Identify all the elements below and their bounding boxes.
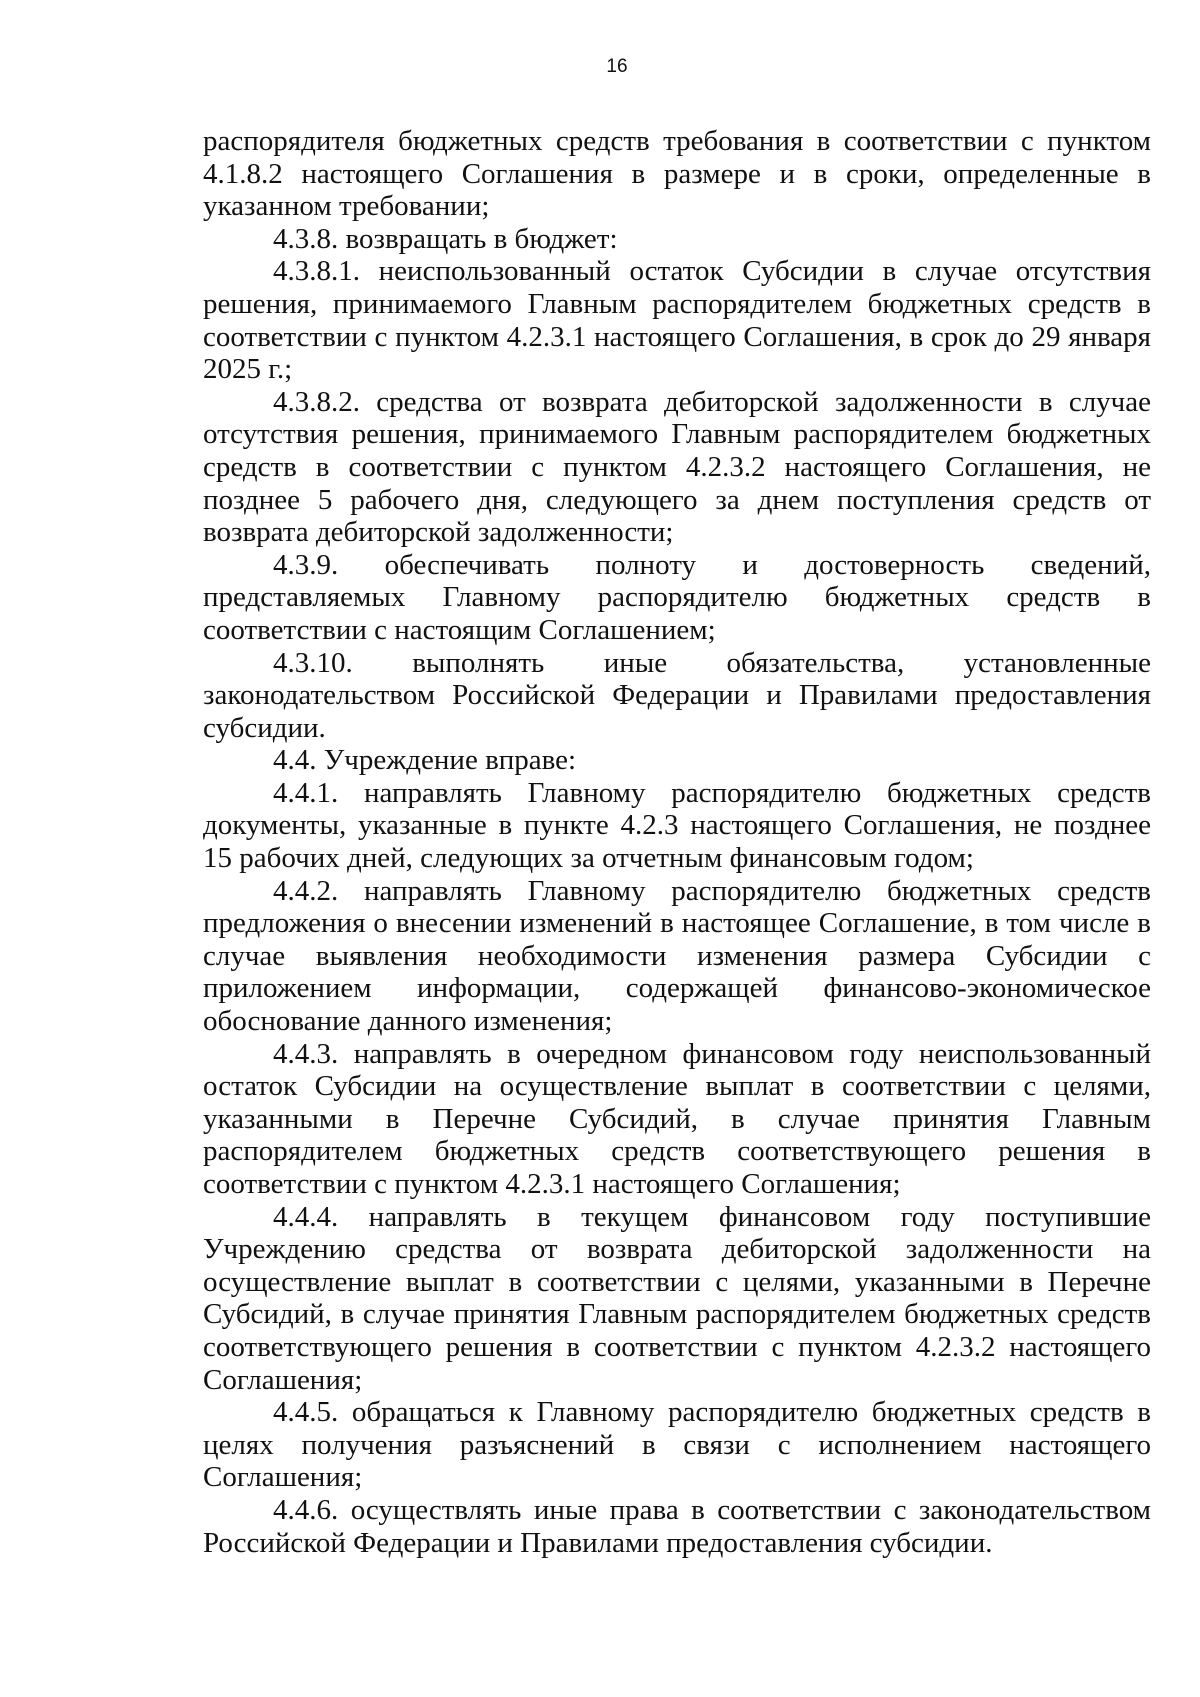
paragraph-continuation: распорядителя бюджетных средств требования в соответствии с пунктом 4.1.8.2 настоящего Соглашения в размере и в сроки, определенные в указанном требовании; — [203, 125, 1151, 223]
paragraph-4-3-9: 4.3.9. обеспечивать полноту и достоверность сведений, представляемых Главному распорядителю бюджетных средств в соответствии с настоящим Соглашением; — [203, 548, 1151, 646]
paragraph-4-4-5: 4.4.5. обращаться к Главному распорядителю бюджетных средств в целях получения разъяснений в связи с исполнением настоящего Соглашения; — [203, 1396, 1151, 1494]
paragraph-4-3-8-1: 4.3.8.1. неиспользованный остаток Субсидии в случае отсутствия решения, принимаемого Главным распорядителем бюджетных средств в соответствии с пунктом 4.2.3.1 настоящего Соглашения, в срок до 29 января 2025 г.; — [203, 255, 1151, 386]
paragraph-4-4-4: 4.4.4. направлять в текущем финансовом году поступившие Учреждению средства от возврата дебиторской задолженности на осуществление выплат в соответствии с целями, указанными в Перечне Субсидий, в случае принятия Главным распорядителем бюджетных средств соответствующего решения в соответствии с пунктом 4.2.3.2 настоящего Соглашения; — [203, 1200, 1151, 1396]
paragraph-4-3-8: 4.3.8. возвращать в бюджет: — [273, 222, 618, 255]
paragraph-4-4: 4.4. Учреждение вправе: — [273, 744, 577, 777]
paragraph-4-4-2: 4.4.2. направлять Главному распорядителю бюджетных средств предложения о внесении изменений в настоящее Соглашение, в том числе в случае выявления необходимости изменения размера Субсидии с приложением информации, содержащей финансово-экономическое обоснование данного изменения; — [203, 874, 1151, 1038]
paragraph-4-3-8-2: 4.3.8.2. средства от возврата дебиторской задолженности в случае отсутствия решения, принимаемого Главным распорядителем бюджетных средств в соответствии с пунктом 4.2.3.2 настоящего Соглашения, не позднее 5 рабочего дня, следующего за днем поступления средств от возврата дебиторской задолженности; — [203, 385, 1151, 549]
paragraph-4-4-3: 4.4.3. направлять в очередном финансовом году неиспользованный остаток Субсидии на осуществление выплат в соответствии с целями, указанными в Перечне Субсидий, в случае принятия Главным распорядителем бюджетных средств соответствующего решения в соответствии с пунктом 4.2.3.1 настоящего Соглашения; — [203, 1037, 1151, 1200]
page-number: 16 — [606, 56, 628, 77]
paragraph-4-3-10: 4.3.10. выполнять иные обязательства, установленные законодательством Российской Федерации и Правилами предоставления субсидии. — [203, 646, 1151, 744]
paragraph-4-4-1: 4.4.1. направлять Главному распорядителю бюджетных средств документы, указанные в пункте 4.2.3 настоящего Соглашения, не позднее 15 рабочих дней, следующих за отчетным финансовым годом; — [203, 776, 1151, 875]
paragraph-4-4-6: 4.4.6. осуществлять иные права в соответствии с законодательством Российской Федерации и Правилами предоставления субсидии. — [203, 1493, 1151, 1559]
document-body — [203, 125, 1151, 1559]
